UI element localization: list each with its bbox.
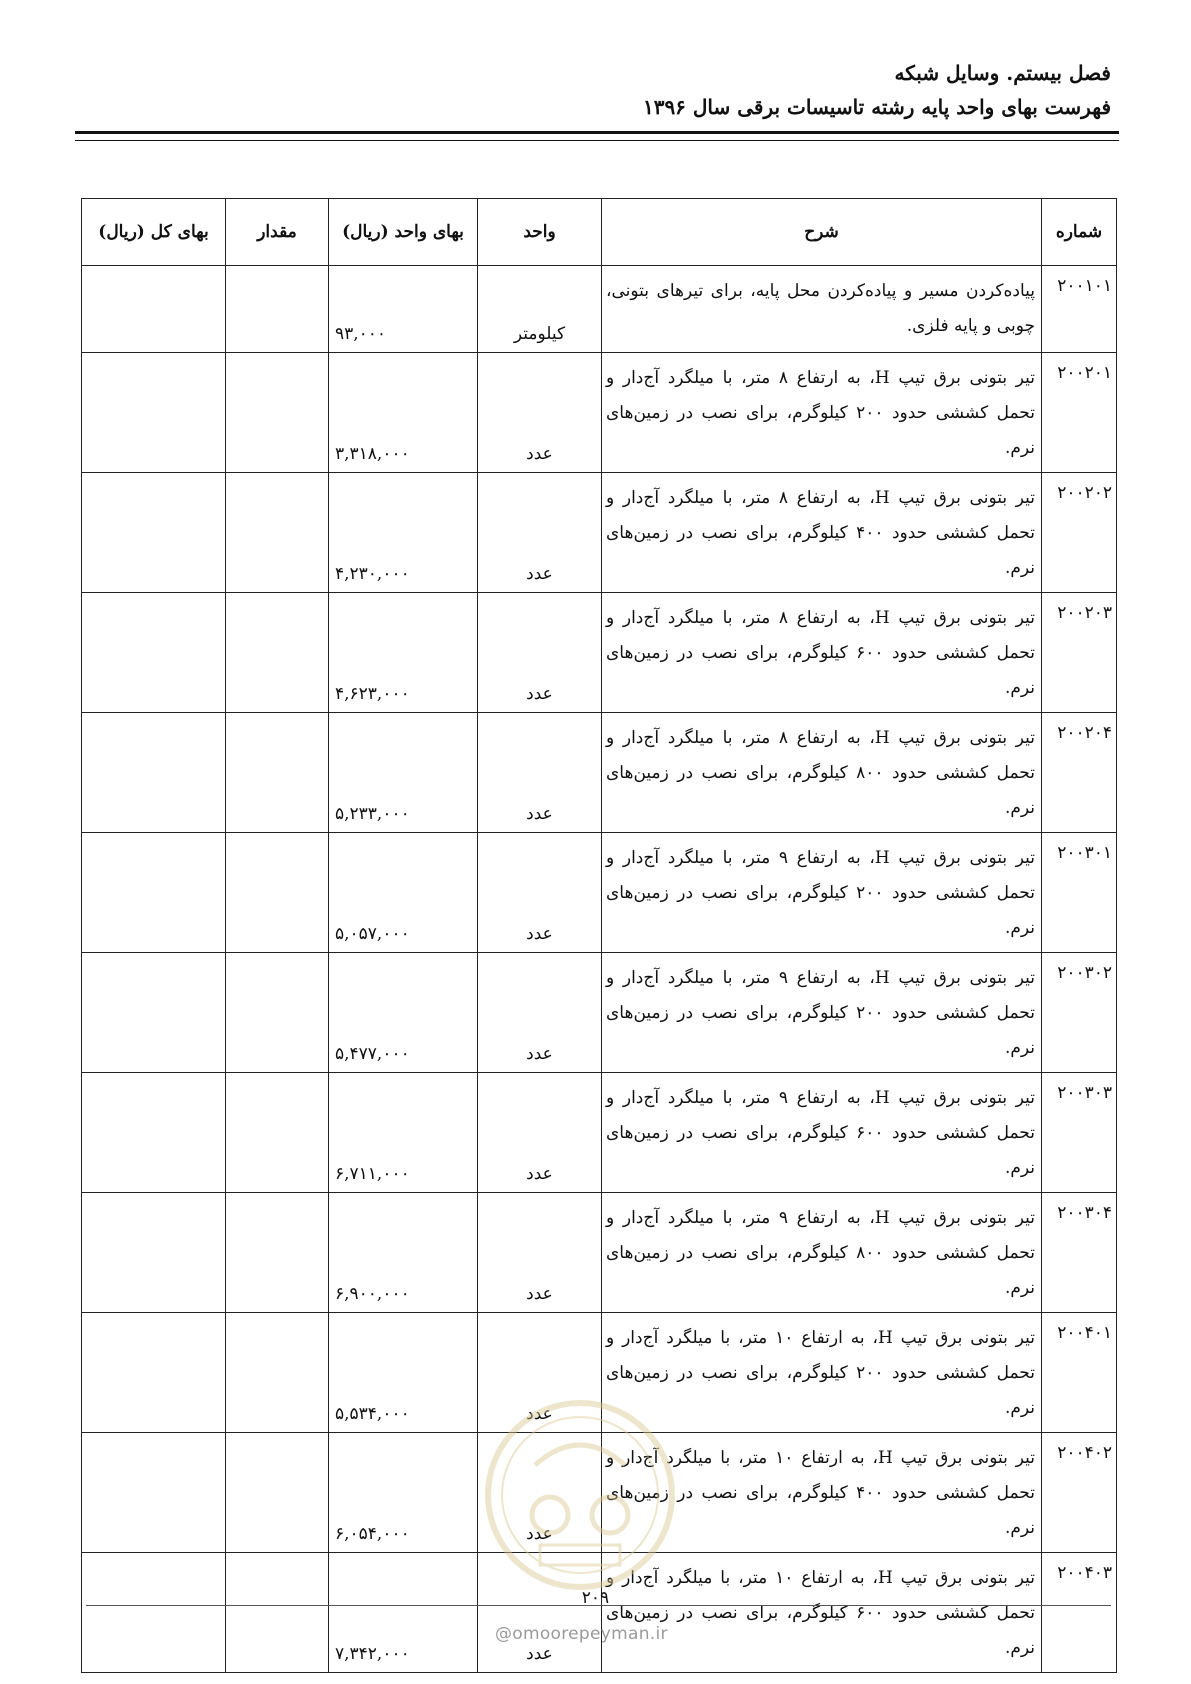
row-quantity-cell[interactable] [226, 1193, 329, 1313]
row-unit: عدد [478, 713, 602, 833]
row-code: ۲۰۰۴۰۲ [1042, 1433, 1117, 1553]
column-header-code: شماره [1042, 199, 1117, 266]
row-unit: عدد [478, 1073, 602, 1193]
table-row [82, 266, 1117, 353]
table-row [82, 833, 1117, 953]
row-description: تیر بتونی برق تیپ H، به ارتفاع ۱۰ متر، با میلگرد آج‌دار و تحمل کششی حدود ۴۰۰ کیلوگرم، برای نصب در زمین‌های نرم. [602, 1433, 1042, 1553]
row-unit-price: ۵,۰۵۷,۰۰۰ [329, 833, 478, 953]
row-unit-price: ۴,۶۲۳,۰۰۰ [329, 593, 478, 713]
price-list-title: فهرست بهای واحد پایه رشته تاسیسات برقی سال ۱۳۹۶ [642, 95, 1111, 119]
row-description: تیر بتونی برق تیپ H، به ارتفاع ۱۰ متر، با میلگرد آج‌دار و تحمل کششی حدود ۲۰۰ کیلوگرم، برای نصب در زمین‌های نرم. [602, 1313, 1042, 1433]
row-quantity-cell[interactable] [226, 833, 329, 953]
row-description: تیر بتونی برق تیپ H، به ارتفاع ۸ متر، با میلگرد آج‌دار و تحمل کششی حدود ۶۰۰ کیلوگرم، برای نصب در زمین‌های نرم. [602, 593, 1042, 713]
row-total-cell[interactable] [82, 353, 226, 473]
row-description: تیر بتونی برق تیپ H، به ارتفاع ۸ متر، با میلگرد آج‌دار و تحمل کششی حدود ۴۰۰ کیلوگرم، برای نصب در زمین‌های نرم. [602, 473, 1042, 593]
row-unit-price: ۵,۴۷۷,۰۰۰ [329, 953, 478, 1073]
row-quantity-cell[interactable] [226, 1433, 329, 1553]
row-code: ۲۰۰۳۰۳ [1042, 1073, 1117, 1193]
row-code: ۲۰۰۳۰۲ [1042, 953, 1117, 1073]
row-unit-price: ۵,۲۳۳,۰۰۰ [329, 713, 478, 833]
row-quantity-cell[interactable] [226, 353, 329, 473]
header-divider [75, 131, 1119, 141]
row-total-cell[interactable] [82, 266, 226, 353]
price-table [81, 198, 1117, 1673]
row-unit: عدد [478, 1553, 602, 1673]
row-quantity-cell[interactable] [226, 1553, 329, 1673]
row-unit: عدد [478, 833, 602, 953]
row-unit: عدد [478, 353, 602, 473]
row-code: ۲۰۰۲۰۲ [1042, 473, 1117, 593]
row-unit: عدد [478, 1433, 602, 1553]
row-total-cell[interactable] [82, 1433, 226, 1553]
column-header-unit-price: بهای واحد (ریال) [329, 199, 478, 266]
page-header [75, 56, 1111, 124]
table-row [82, 473, 1117, 593]
row-unit: عدد [478, 1313, 602, 1433]
row-code: ۲۰۰۴۰۱ [1042, 1313, 1117, 1433]
row-unit-price: ۵,۵۳۴,۰۰۰ [329, 1313, 478, 1433]
table-header-row [82, 199, 1117, 266]
column-header-description: شرح [602, 199, 1042, 266]
row-code: ۲۰۰۲۰۳ [1042, 593, 1117, 713]
row-code: ۲۰۰۳۰۱ [1042, 833, 1117, 953]
table-row [82, 1433, 1117, 1553]
row-total-cell[interactable] [82, 1073, 226, 1193]
table-row [82, 713, 1117, 833]
row-code: ۲۰۰۲۰۴ [1042, 713, 1117, 833]
footer-divider [86, 1605, 1111, 1606]
row-quantity-cell[interactable] [226, 713, 329, 833]
row-description: پیاده‌کردن مسیر و پیاده‌کردن محل پایه، برای تیرهای بتونی، چوبی و پایه فلزی. [602, 266, 1042, 353]
row-total-cell[interactable] [82, 713, 226, 833]
row-description: تیر بتونی برق تیپ H، به ارتفاع ۸ متر، با میلگرد آج‌دار و تحمل کششی حدود ۸۰۰ کیلوگرم، برای نصب در زمین‌های نرم. [602, 713, 1042, 833]
table-row [82, 1553, 1117, 1673]
table-row [82, 1193, 1117, 1313]
row-description: تیر بتونی برق تیپ H، به ارتفاع ۹ متر، با میلگرد آج‌دار و تحمل کششی حدود ۶۰۰ کیلوگرم، برای نصب در زمین‌های نرم. [602, 1073, 1042, 1193]
row-code: ۲۰۰۳۰۴ [1042, 1193, 1117, 1313]
table-row [82, 353, 1117, 473]
row-description: تیر بتونی برق تیپ H، به ارتفاع ۹ متر، با میلگرد آج‌دار و تحمل کششی حدود ۲۰۰ کیلوگرم، برای نصب در زمین‌های نرم. [602, 953, 1042, 1073]
row-unit: عدد [478, 473, 602, 593]
row-description: تیر بتونی برق تیپ H، به ارتفاع ۱۰ متر، با میلگرد آج‌دار و تحمل کششی حدود ۶۰۰ کیلوگرم، برای نصب در زمین‌های نرم. [602, 1553, 1042, 1673]
row-quantity-cell[interactable] [226, 1313, 329, 1433]
column-header-quantity: مقدار [226, 199, 329, 266]
row-total-cell[interactable] [82, 833, 226, 953]
row-unit: عدد [478, 593, 602, 713]
table-row [82, 593, 1117, 713]
row-code: ۲۰۰۱۰۱ [1042, 266, 1117, 353]
row-unit-price: ۹۳,۰۰۰ [329, 266, 478, 353]
table-row [82, 1073, 1117, 1193]
row-code: ۲۰۰۲۰۱ [1042, 353, 1117, 473]
row-total-cell[interactable] [82, 1313, 226, 1433]
row-total-cell[interactable] [82, 1553, 226, 1673]
row-unit: عدد [478, 1193, 602, 1313]
row-total-cell[interactable] [82, 953, 226, 1073]
row-quantity-cell[interactable] [226, 593, 329, 713]
table-row [82, 953, 1117, 1073]
page-number: ۲۰۹ [581, 1588, 610, 1608]
row-unit-price: ۶,۰۵۴,۰۰۰ [329, 1433, 478, 1553]
row-unit-price: ۳,۳۱۸,۰۰۰ [329, 353, 478, 473]
row-quantity-cell[interactable] [226, 266, 329, 353]
row-description: تیر بتونی برق تیپ H، به ارتفاع ۹ متر، با میلگرد آج‌دار و تحمل کششی حدود ۲۰۰ کیلوگرم، برای نصب در زمین‌های نرم. [602, 833, 1042, 953]
column-header-unit: واحد [478, 199, 602, 266]
row-total-cell[interactable] [82, 593, 226, 713]
row-total-cell[interactable] [82, 473, 226, 593]
row-description: تیر بتونی برق تیپ H، به ارتفاع ۸ متر، با میلگرد آج‌دار و تحمل کششی حدود ۲۰۰ کیلوگرم، برای نصب در زمین‌های نرم. [602, 353, 1042, 473]
row-unit: عدد [478, 953, 602, 1073]
row-quantity-cell[interactable] [226, 953, 329, 1073]
row-unit-price: ۴,۲۳۰,۰۰۰ [329, 473, 478, 593]
row-quantity-cell[interactable] [226, 1073, 329, 1193]
watermark-text: @omoorepeyman.ir [495, 1624, 668, 1644]
table-row [82, 1313, 1117, 1433]
chapter-title: فصل بیستم. وسایل شبکه [894, 61, 1111, 85]
row-unit-price: ۶,۷۱۱,۰۰۰ [329, 1073, 478, 1193]
row-unit-price: ۶,۹۰۰,۰۰۰ [329, 1193, 478, 1313]
row-unit: کیلومتر [478, 266, 602, 353]
row-quantity-cell[interactable] [226, 473, 329, 593]
row-code: ۲۰۰۴۰۳ [1042, 1553, 1117, 1673]
row-unit-price: ۷,۳۴۲,۰۰۰ [329, 1553, 478, 1673]
row-description: تیر بتونی برق تیپ H، به ارتفاع ۹ متر، با میلگرد آج‌دار و تحمل کششی حدود ۸۰۰ کیلوگرم، برای نصب در زمین‌های نرم. [602, 1193, 1042, 1313]
column-header-total-price: بهای کل (ریال) [82, 199, 226, 266]
row-total-cell[interactable] [82, 1193, 226, 1313]
